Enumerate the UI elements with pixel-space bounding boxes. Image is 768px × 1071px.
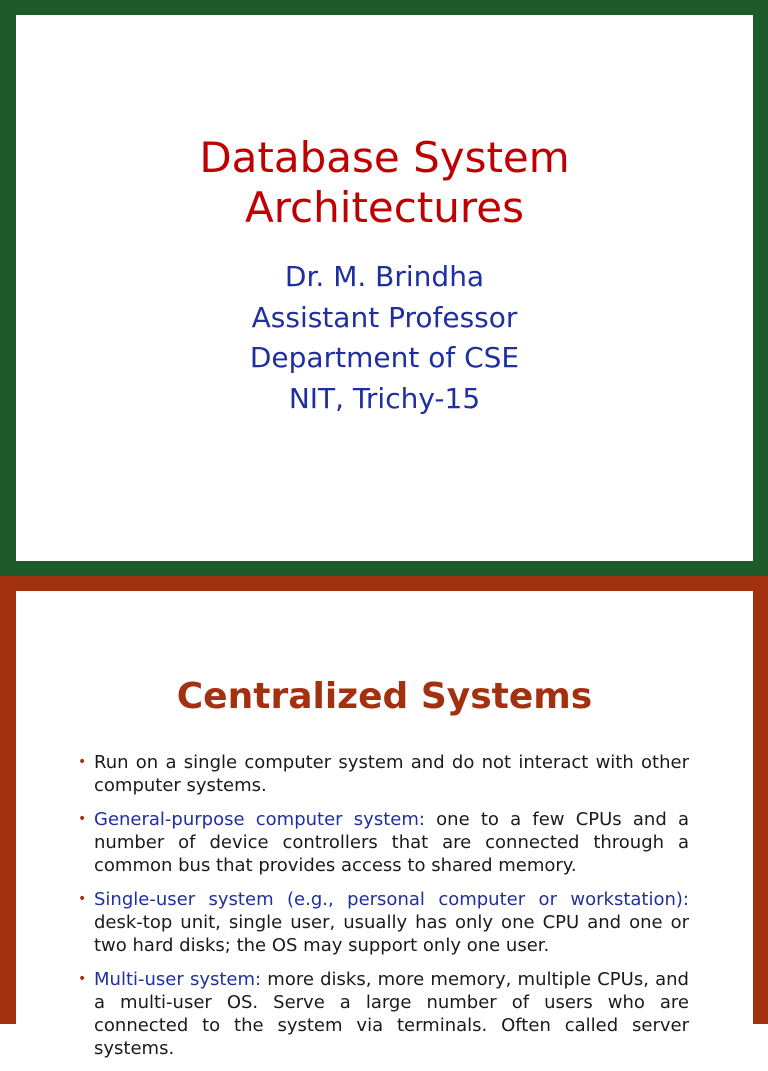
presentation-title: [16, 133, 753, 233]
title-slide-content: [16, 15, 753, 561]
centralized-slide-content: [16, 591, 753, 1059]
bullet-text: more disks, more memory, multiple CPUs, and a multi-user OS. Serve a large number of users who are connected to the system via terminals. Often called server systems.: [94, 969, 689, 1059]
bullet-term: Single-user system (e.g., personal computer or workstation):: [94, 889, 689, 910]
author-block: [16, 257, 753, 419]
bullet-item: [86, 888, 689, 957]
bullet-text: one to a few CPUs and a number of device controllers that are connected through a common bus that provides access to shared memory.: [94, 809, 690, 876]
bullet-text: desk-top unit, single user, usually has only one CPU and one or two hard disks; the OS may support only one user.: [94, 912, 689, 956]
bullet-list: [86, 751, 689, 1071]
author-name: Dr. M. Brindha: [284, 260, 485, 293]
author-institution: NIT, Trichy-15: [288, 381, 481, 415]
author-position: Assistant Professor: [251, 300, 518, 334]
title-line-1: Database System: [199, 133, 570, 183]
bullet-text: Run on a single computer system and do not interact with other computer systems.: [94, 752, 689, 796]
bullet-term: General-purpose computer system:: [94, 809, 425, 830]
bullet-item: [86, 808, 689, 877]
bullet-item: [86, 751, 689, 797]
title-line-2: Architectures: [244, 183, 524, 233]
author-department: Department of CSE: [249, 341, 520, 374]
bullet-term: Multi-user system:: [94, 969, 262, 990]
slide-heading: Centralized Systems: [176, 675, 593, 717]
centralized-systems-slide: [0, 576, 768, 1059]
bullet-item: [86, 968, 689, 1060]
